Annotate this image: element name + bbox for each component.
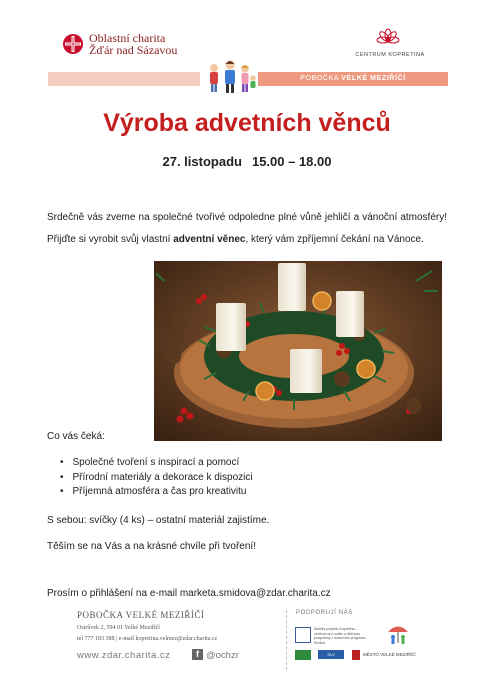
header-band-left (48, 72, 200, 86)
branch-band-name: VELKÉ MEZIŘÍČÍ (341, 75, 406, 82)
sponsor4-text: MĚSTO VELKÉ MEZIŘÍČÍ (363, 652, 416, 657)
footer-website-link[interactable]: www.zdar.charita.cz (77, 650, 171, 661)
event-title: Výroba advetních věnců (103, 109, 391, 137)
org-name-line1: Oblastní charita (89, 31, 166, 45)
partner-label: CENTRUM KOPRETINA (355, 52, 425, 58)
branch-band (258, 72, 448, 86)
event-datetime (0, 154, 494, 169)
facebook-icon[interactable]: f (192, 649, 203, 660)
kopretina-flower-logo-icon (368, 28, 408, 52)
event-time: 15.00 – 18.00 (251, 154, 332, 169)
registration-text: Prosím o přihlášení na e-mail marketa.smidova@zdar.charita.cz (47, 588, 331, 599)
what-awaits-heading: Co vás čeká: (47, 431, 105, 442)
sponsor-mpsv-logo-icon (295, 627, 311, 643)
footer-contact: tel 777 183 388 | e-mail kopretina.velmez@zdar.charita.cz (77, 636, 218, 642)
closing-text: Těším se na Vás a na krásné chvíle při tvoření! (47, 541, 256, 552)
footer-branch-name: VELKÉ MEZIŘÍČÍ (125, 610, 205, 620)
kids-umbrella-logo-icon (385, 623, 411, 645)
charita-cross-logo-icon (63, 34, 83, 54)
org-name-line2: Žďár nad Sázavou (89, 43, 178, 57)
footer-branch-prefix: POBOČKA (77, 610, 124, 620)
footer-divider (286, 610, 288, 670)
list-item: • Společné tvoření s inspirací a pomocí (60, 456, 253, 471)
list-item: • Přírodní materiály a dekorace k dispozici (60, 471, 253, 486)
footer-branch (77, 610, 204, 620)
what-awaits-list (60, 456, 253, 500)
sponsor2-logo-icon (295, 650, 311, 660)
family-illustration-icon (200, 58, 260, 94)
intro-text-1: Srdečně vás zveme na společné tvořivé odpoledne plné vůně jehličí a vánoční atmosféry! Přijďte si vyrobit svůj vlastní (47, 212, 447, 245)
sponsor1-text: Aktivity projektu Kopretina – centrum pro rodiče a děti jsou podpořeny z dotačního programu Rodina (314, 627, 366, 645)
bring-note: S sebou: svíčky (4 ks) – ostatní materiál zajistíme. (47, 515, 270, 526)
intro-text-2: , který vám zpříjemní čekání na Vánoce. (245, 234, 424, 245)
list-item: • Příjemná atmosféra a čas pro kreativitu (60, 485, 253, 500)
town-crest-icon (352, 650, 360, 660)
intro-bold: adventní věnec (173, 234, 246, 245)
support-label: PODPORUJÍ NÁS (296, 610, 353, 616)
advent-wreath-photo (154, 261, 442, 441)
sponsor3-logo: SVJ REGIONU (318, 650, 344, 659)
branch-band-prefix: POBOČKA (300, 75, 339, 82)
event-date: 27. listopadu (162, 154, 242, 169)
intro-paragraph (47, 207, 447, 251)
footer-address: Ostrůvek 2, 594 01 Velké Meziříčí (77, 625, 160, 631)
footer-address-block (77, 623, 217, 645)
footer-social-handle[interactable]: @ochzr (206, 650, 239, 661)
